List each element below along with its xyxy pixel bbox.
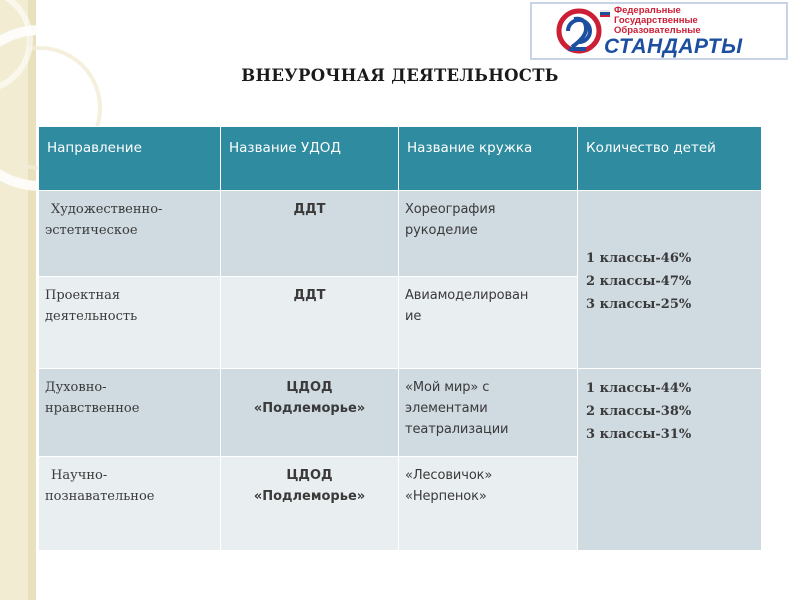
udod-cell xyxy=(221,457,399,551)
logo-line: Государственные xyxy=(614,15,698,26)
cell-line: «Подлеморье» xyxy=(253,489,366,504)
fgos-emblem-icon xyxy=(556,7,602,57)
cell-line: рукоделие xyxy=(405,223,478,238)
cell-line: познавательное xyxy=(45,489,155,504)
cell-line: деятельность xyxy=(45,309,138,324)
table-row xyxy=(39,369,762,457)
direction-cell xyxy=(39,369,221,457)
table-row xyxy=(39,191,762,277)
logo-line: Образовательные xyxy=(614,25,701,36)
table-header-row xyxy=(39,127,762,191)
cell-line: Проектная xyxy=(45,288,121,303)
logo-line: Федеральные xyxy=(614,5,681,16)
column-header: Количество детей xyxy=(578,127,762,191)
logo-caption xyxy=(614,6,784,36)
cell-line: ие xyxy=(405,309,422,324)
direction-cell xyxy=(39,277,221,369)
cell-line: эстетическое xyxy=(45,223,138,238)
circle-cell xyxy=(399,457,578,551)
cell-line: ДДТ xyxy=(293,288,326,303)
russian-flag-icon xyxy=(600,10,610,17)
cell-line: Хореография xyxy=(405,202,496,217)
cell-line: ДДТ xyxy=(293,202,326,217)
cell-line: театрализации xyxy=(405,422,509,437)
udod-cell xyxy=(221,277,399,369)
direction-cell xyxy=(39,457,221,551)
column-header: Название кружка xyxy=(399,127,578,191)
logo-standards: СТАНДАРТЫ xyxy=(604,35,743,58)
count-cell xyxy=(578,369,762,551)
circle-cell xyxy=(399,369,578,457)
page-title: ВНЕУРОЧНАЯ ДЕЯТЕЛЬНОСТЬ xyxy=(241,66,559,85)
count-line: 3 классы-31% xyxy=(586,427,692,442)
cell-line: «Подлеморье» xyxy=(253,401,366,416)
cell-line: нравственное xyxy=(45,401,140,416)
cell-line: Научно- xyxy=(51,468,108,483)
count-cell xyxy=(578,191,762,369)
column-header: Название УДОД xyxy=(221,127,399,191)
cell-line: Художественно- xyxy=(51,202,163,217)
udod-cell xyxy=(221,369,399,457)
cell-line: элементами xyxy=(405,401,488,416)
cell-line: ЦДОД xyxy=(286,468,333,483)
count-line: 3 классы-25% xyxy=(586,297,692,312)
cell-line: «Лесовичок» xyxy=(405,468,493,483)
count-line: 1 классы-44% xyxy=(586,381,692,396)
count-line: 2 классы-38% xyxy=(586,404,692,419)
fgos-logo xyxy=(530,2,788,60)
direction-cell xyxy=(39,191,221,277)
circle-cell xyxy=(399,191,578,277)
cell-line: Духовно- xyxy=(45,380,107,395)
cell-line: ЦДОД xyxy=(286,380,333,395)
cell-line: «Мой мир» с xyxy=(405,380,490,395)
count-line: 2 классы-47% xyxy=(586,274,692,289)
cell-line: «Нерпенок» xyxy=(405,489,487,504)
cell-line: Авиамоделирован xyxy=(405,288,529,303)
activities-table xyxy=(38,126,762,551)
count-line: 1 классы-46% xyxy=(586,251,692,266)
circle-cell xyxy=(399,277,578,369)
udod-cell xyxy=(221,191,399,277)
column-header: Направление xyxy=(39,127,221,191)
